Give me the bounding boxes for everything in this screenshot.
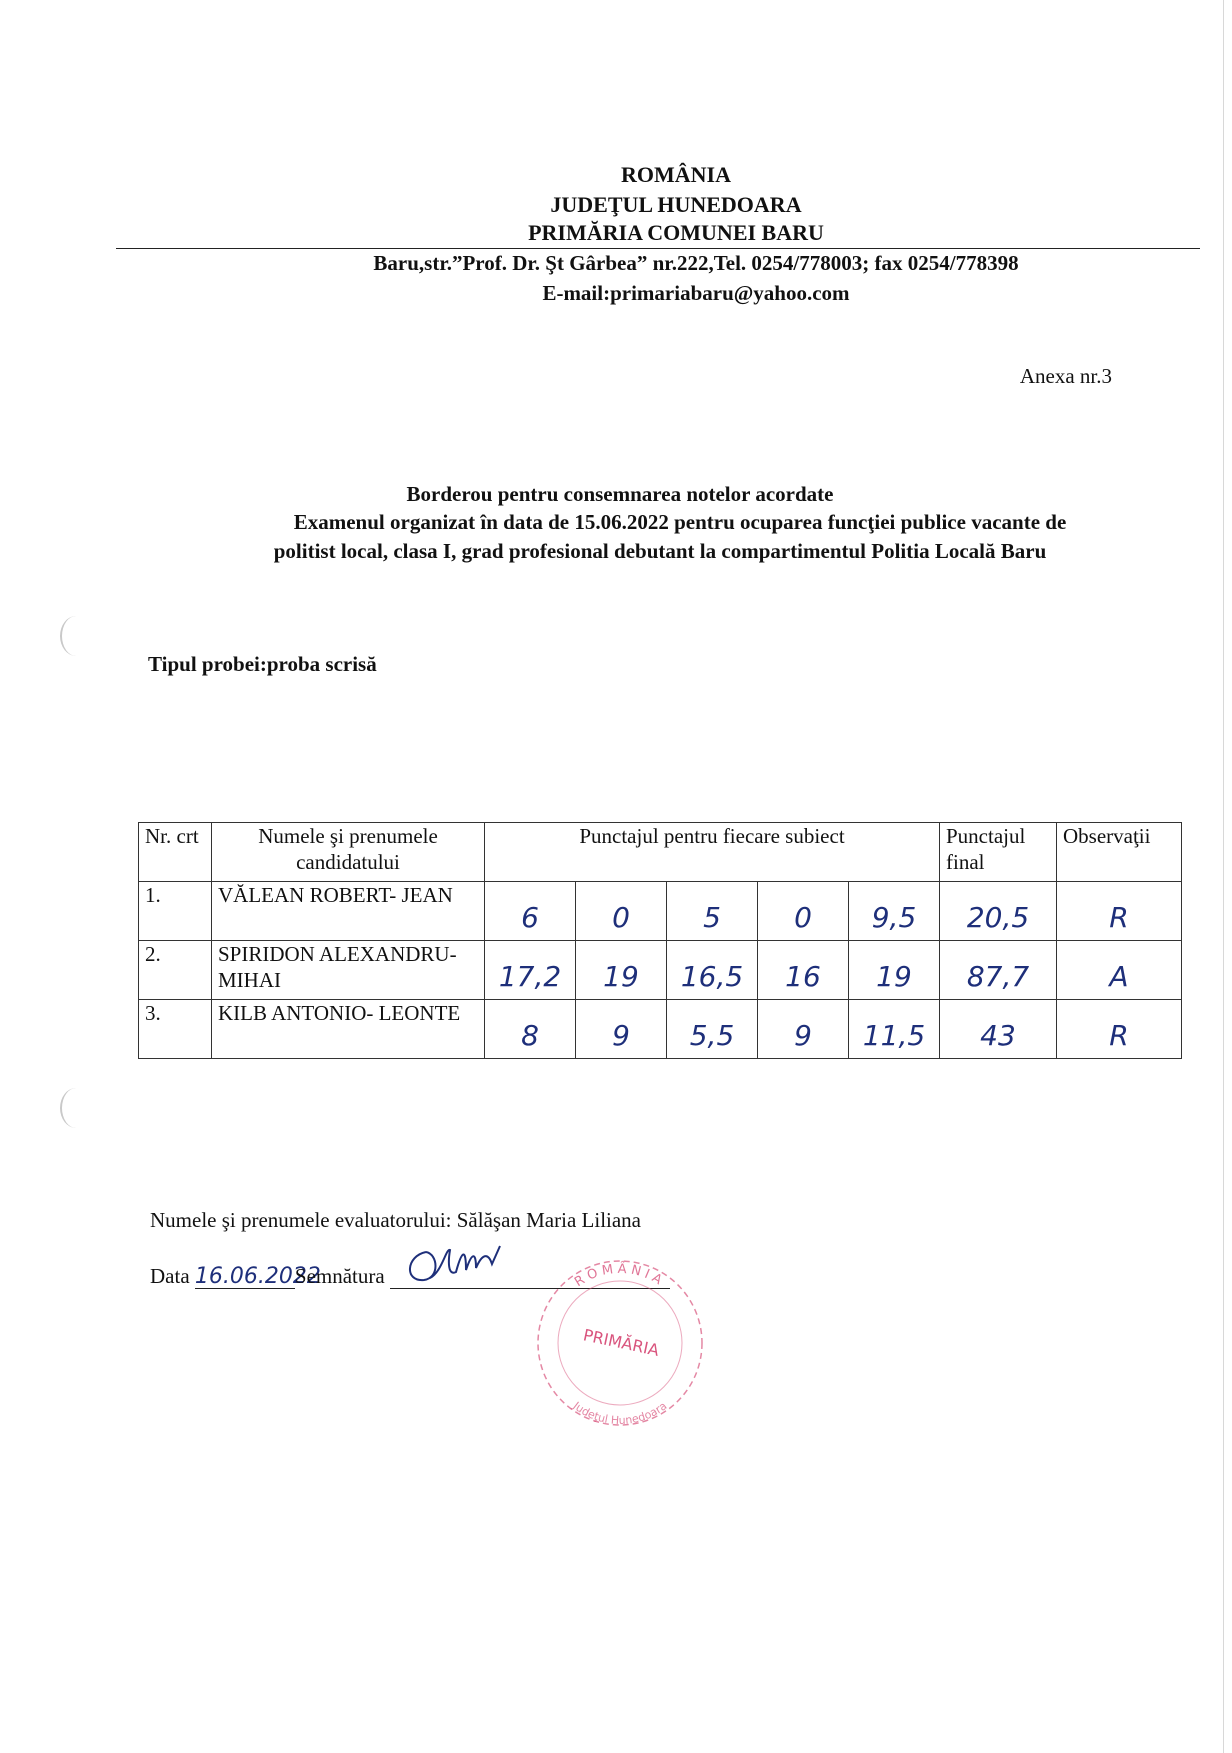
score-cell: 9: [576, 1000, 667, 1059]
svg-text:ROMÂNIA: [572, 1261, 668, 1290]
evaluator-name: Numele şi prenumele evaluatorului: Sălăşan Maria Liliana: [150, 1208, 641, 1232]
handwritten-signature: [396, 1242, 516, 1286]
observation: R: [1057, 1000, 1182, 1059]
table-row: [139, 882, 1182, 941]
grades-table: [138, 822, 1182, 1059]
header-points: Punctajul pentru fiecare subiect: [485, 823, 940, 882]
score-cell: 11,5: [849, 1000, 940, 1059]
score-cell: 19: [576, 941, 667, 1000]
score-cell: 9: [758, 1000, 849, 1059]
row-nr: 2.: [139, 941, 212, 1000]
scan-mark: [60, 1088, 92, 1128]
header-email: E-mail:primariabaru@yahoo.com: [542, 281, 850, 305]
scan-mark: [60, 616, 92, 656]
header-nr: Nr. crt: [139, 823, 212, 882]
score-cell: 8: [485, 1000, 576, 1059]
header-final: Punctajul final: [940, 823, 1057, 882]
header-divider: [116, 248, 1200, 249]
header-institution: PRIMĂRIA COMUNEI BARU: [528, 220, 824, 245]
final-score: 87,7: [940, 941, 1057, 1000]
header-name: Numele şi prenumele candidatului: [212, 823, 485, 882]
score-cell: 0: [758, 882, 849, 941]
stamp-bottom-text: Judeţul Hunedoara: [570, 1399, 670, 1428]
observation: A: [1057, 941, 1182, 1000]
score-cell: 6: [485, 882, 576, 941]
row-name: SPIRIDON ALEXANDRU- MIHAI: [212, 941, 485, 1000]
stamp-center-text: PRIMĂRIA: [581, 1325, 661, 1360]
score-cell: 17,2: [485, 941, 576, 1000]
header-address: Baru,str.”Prof. Dr. Şt Gârbea” nr.222,Tel. 0254/778003; fax 0254/778398: [373, 251, 1019, 275]
header-country: ROMÂNIA: [621, 162, 731, 187]
score-cell: 16,5: [667, 941, 758, 1000]
header-county: JUDEŢUL HUNEDOARA: [550, 192, 802, 217]
date-label: Data: [150, 1264, 190, 1288]
score-cell: 9,5: [849, 882, 940, 941]
title-line-3: politist local, clasa I, grad profesional debutant la compartimentul Politia Locală Baru: [273, 539, 1047, 563]
probe-type: Tipul probei:proba scrisă: [148, 652, 377, 676]
final-score: 43: [940, 1000, 1057, 1059]
date-value: 16.06.2022: [194, 1264, 321, 1289]
final-score: 20,5: [940, 882, 1057, 941]
row-name: VĂLEAN ROBERT- JEAN: [212, 882, 485, 941]
stamp-top-text: ROMÂNIA: [572, 1261, 668, 1291]
row-nr: 3.: [139, 1000, 212, 1059]
score-cell: 19: [849, 941, 940, 1000]
annex-label: Anexa nr.3: [1019, 364, 1112, 388]
date-blank: [194, 1264, 321, 1289]
score-cell: 0: [576, 882, 667, 941]
observation: R: [1057, 882, 1182, 941]
score-cell: 5: [667, 882, 758, 941]
title-line-1: Borderou pentru consemnarea notelor acordate: [406, 482, 834, 506]
signature-label: Semnătura: [294, 1264, 385, 1288]
header-observations: Observaţii: [1057, 823, 1182, 882]
score-cell: 5,5: [667, 1000, 758, 1059]
row-name: KILB ANTONIO- LEONTE: [212, 1000, 485, 1059]
official-stamp: [520, 1248, 720, 1428]
title-line-2: Examenul organizat în data de 15.06.2022 pentru ocuparea funcţiei publice vacante de: [293, 510, 1067, 534]
table-header-row: [139, 823, 1182, 882]
svg-text:Judeţul Hunedoara: [570, 1399, 670, 1427]
row-nr: 1.: [139, 882, 212, 941]
score-cell: 16: [758, 941, 849, 1000]
table-row: [139, 941, 1182, 1000]
table-row: [139, 1000, 1182, 1059]
